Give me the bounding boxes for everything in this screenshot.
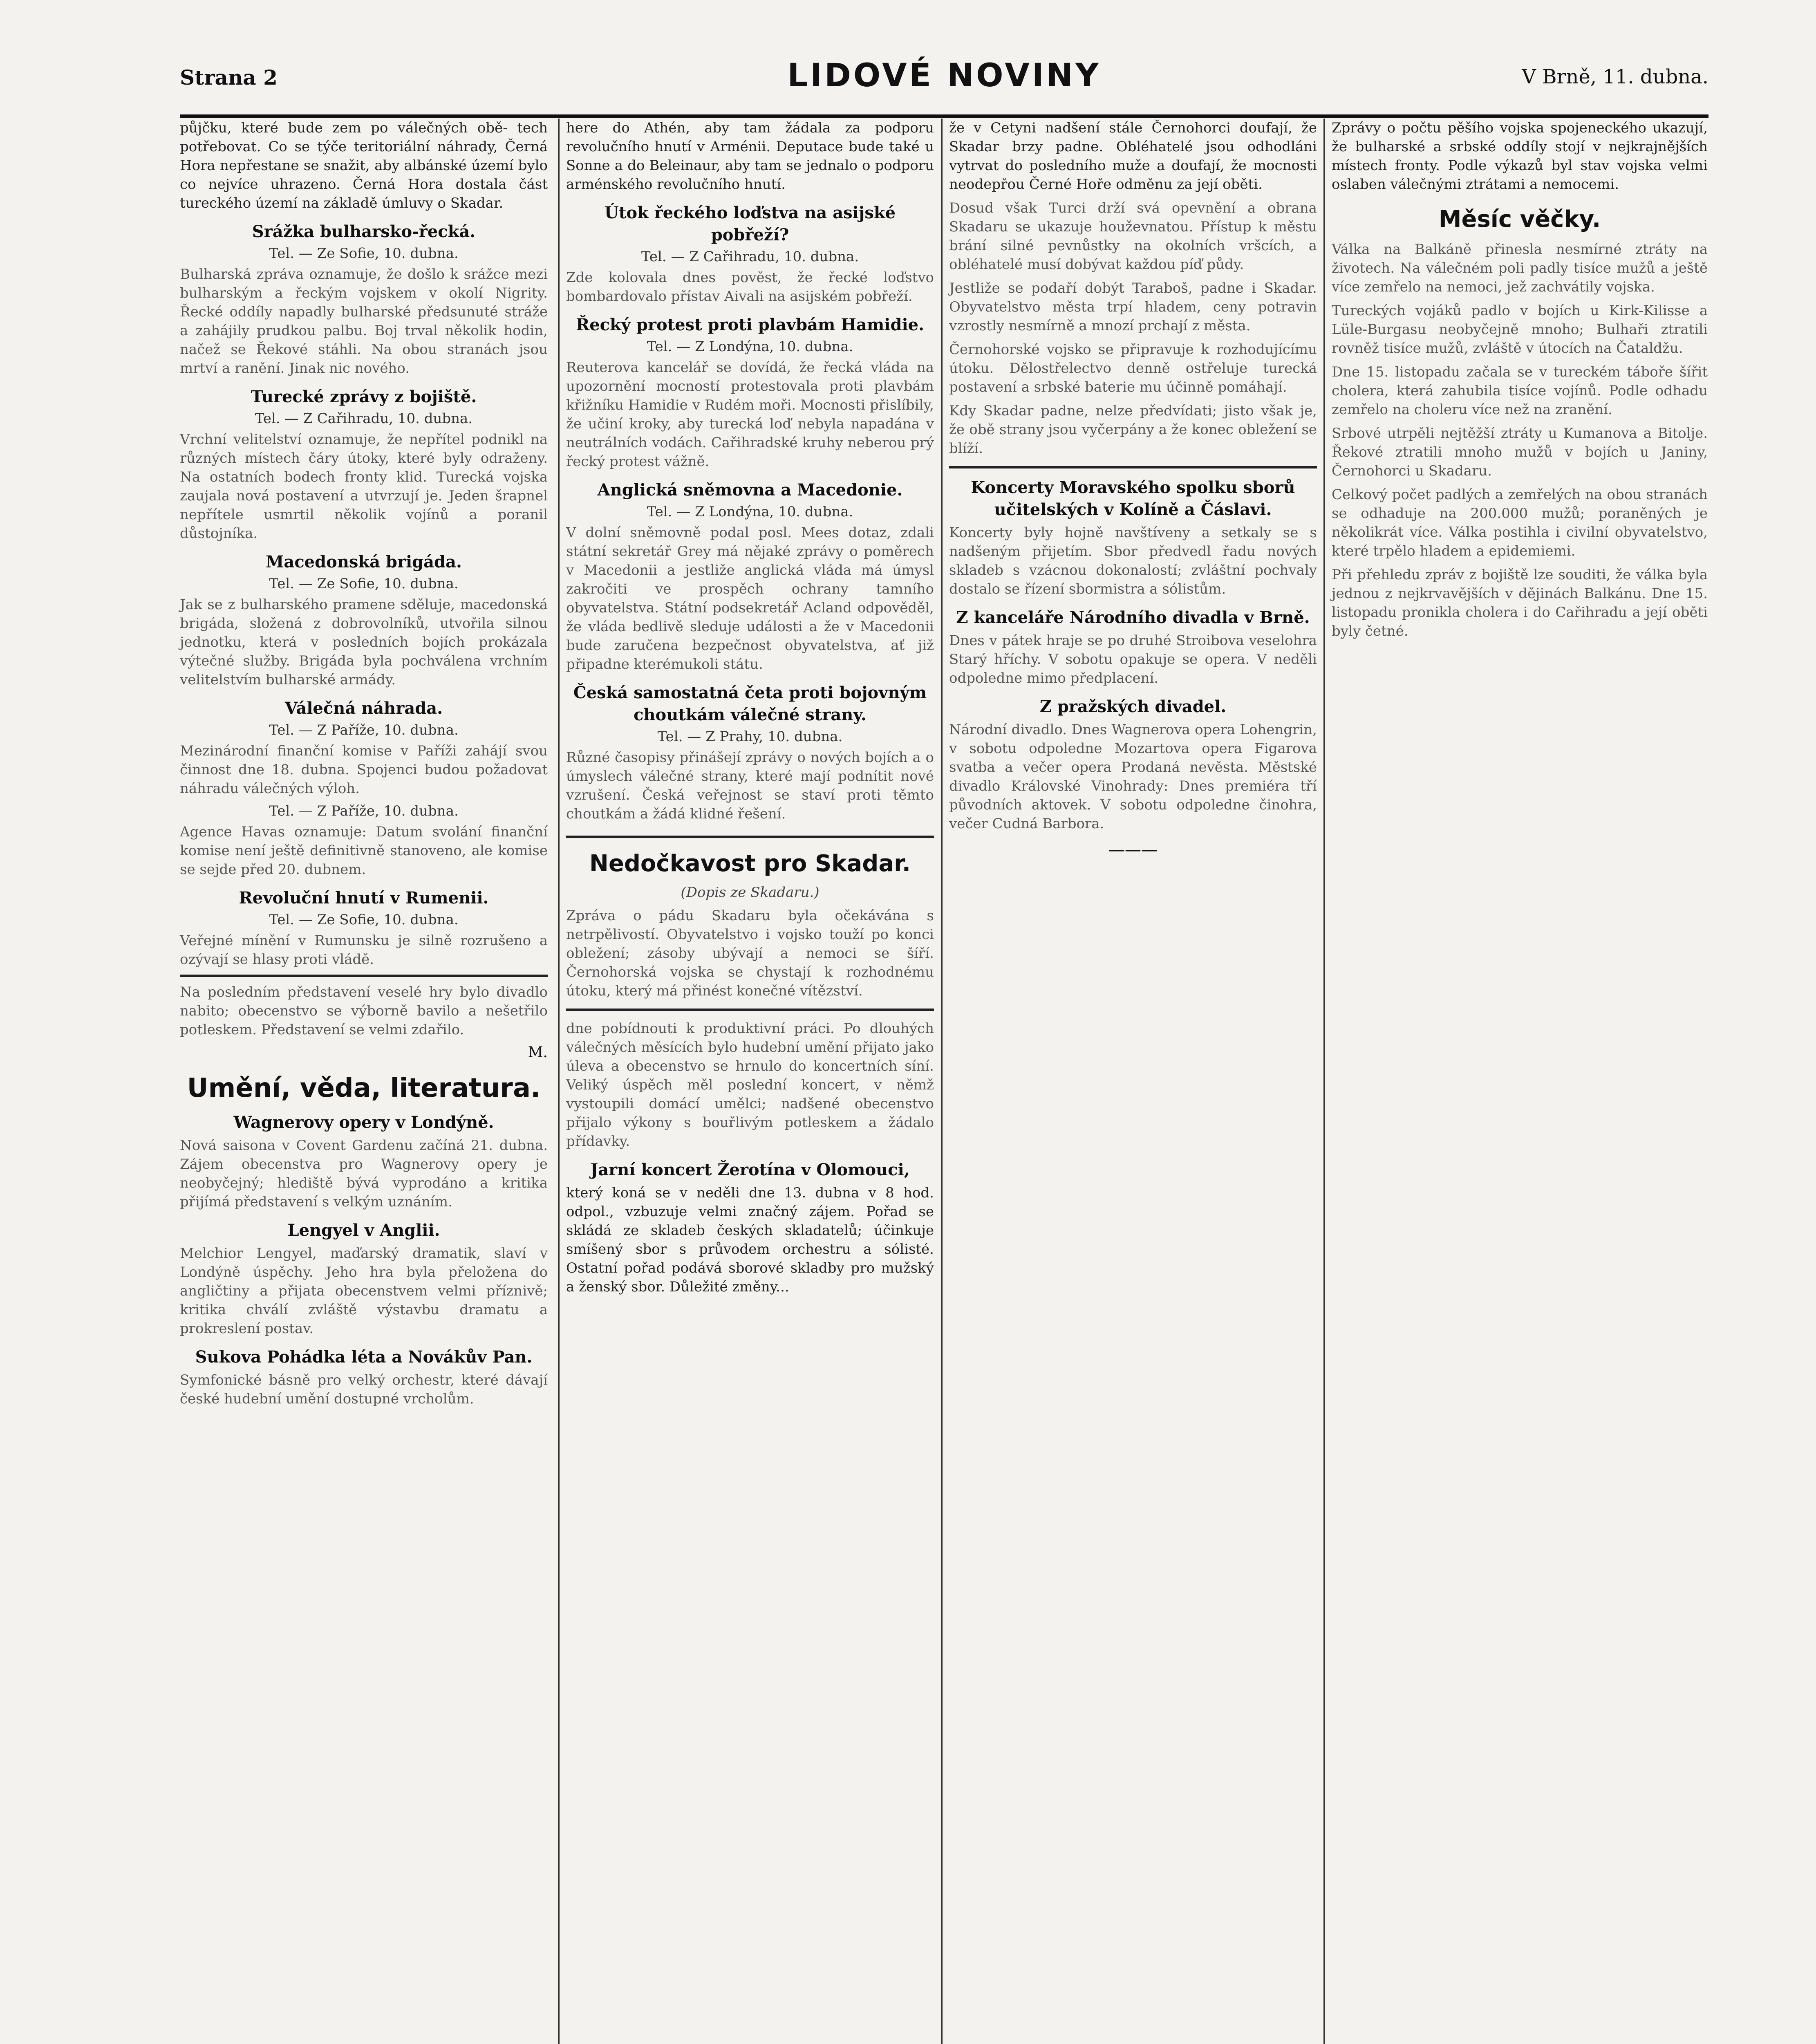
section-body: Různé časopisy přinášejí zprávy o nových bojích a o úmyslech válečné strany, které mají podnítit nové vzrušení. Česká veřejnost se staví proti těmto choutkám a žádá klidné řešení.: [566, 749, 934, 822]
signature: M.: [528, 1044, 548, 1061]
section-rule: [949, 466, 1317, 468]
section-title: Wagnerovy opery v Londýně.: [233, 1113, 494, 1132]
skadar-headline: Nedočkavost pro Skadar.: [589, 850, 911, 877]
section-body: V dolní sněmovně podal posl. Mees dotaz, zdali státní sekretář Grey má nějaké zprávy o poměrech v Macedonii a jestliže anglická vláda má úmysl zakročiti ve prospěch ochrany tamního obyvatelstva. Státní podsekretář Acland odpověděl, že vláda bedlivě sleduje události a že v Macedonii bude zaručena bezpečnost obyvatelstva, ať již připadne kterémukoli státu.: [566, 524, 934, 672]
page-header: [180, 53, 1709, 118]
end-ornament: ———: [1108, 840, 1158, 859]
article-continuation: že v Cetyni nadšení stále Černohorci doufají, že Skadar brzy padne. Obléhatelé jsou odhodláni vytrvat do posledního muže a doufají, že mocnosti neodepřou Černé Hoře odměnu za její oběti.: [949, 120, 1317, 193]
section-title: Sukova Pohádka léta a Novákův Pan.: [195, 1347, 533, 1367]
paragraph: Jestliže se podaří dobýt Taraboš, padne i Skadar. Obyvatelstvo města trpí hladem, ceny potravin vzrostly nesmírně a mnozí prchají z města.: [949, 280, 1317, 334]
dateline: Tel. — Z Cařihradu, 10. dubna.: [255, 410, 473, 427]
paragraph: Černohorské vojsko se připravuje k rozhodujícímu útoku. Dělostřelectvo denně ostřeluje turecká postavení a srbské baterie mu účinně pomáhají.: [949, 341, 1317, 395]
dateline: Tel. — Z Londýna, 10. dubna.: [647, 504, 853, 520]
section-body: Nová saisona v Covent Gardenu začíná 21. dubna. Zájem obecenstva pro Wagnerovy opery je neobyčejný; hlediště bývá vyprodáno a kritika přijímá představení s velkým uznáním.: [180, 1137, 548, 1210]
section-body: Veřejné mínění v Rumunsku je silně rozrušeno a ozývají se hlasy proti vládě.: [180, 932, 548, 968]
section-body: Dnes v pátek hraje se po druhé Stroibova veselohra Starý hříchy. V sobotu opakuje se opera. V neděli odpoledne mimo předplacení.: [949, 632, 1317, 686]
section-title: Anglická sněmovna a Macedonie.: [597, 480, 903, 500]
dateline: Tel. — Z Cařihradu, 10. dubna.: [641, 249, 859, 265]
dateline: Tel. — Z Paříže, 10. dubna.: [269, 803, 459, 819]
column-4: [1332, 119, 1708, 645]
section-title: Srážka bulharsko-řecká.: [252, 222, 476, 241]
section-body: Melchior Lengyel, maďarský dramatik, slaví v Londýně úspěchy. Jeho hra byla přeložena do angličtiny a přijata obecenstvem velmi příznivě; kritika chválí zvláště výstavbu dramatu a prokreslení postav.: [180, 1245, 548, 1337]
paragraph: Dosud však Turci drží svá opevnění a obrana Skadaru se ukazuje houževnatou. Přístup k městu brání silné pevnůstky na okolních vršcích, a obléhatelé musí dobývat každou píď půdy.: [949, 200, 1317, 273]
section-title: Jarní koncert Žerotína v Olomouci,: [590, 1160, 910, 1179]
section-rule: [566, 1009, 934, 1011]
column-divider: [941, 119, 943, 2044]
section-body: Mezinárodní finanční komise v Paříži zahájí svou činnost dne 18. dubna. Spojenci budou požadovat náhradu válečných výloh.: [180, 743, 548, 797]
page-number: Strana 2: [180, 65, 278, 90]
feuilleton-text: Na posledním představení veselé hry bylo divadlo nabito; obecenstvo se výborně bavilo a nešetřilo potleskem. Představení se velmi zdařilo.: [180, 984, 548, 1038]
section-body: Bulharská zpráva oznamuje, že došlo k srážce mezi bulharským a řeckým vojskem v okolí Nigrity. Řecké oddíly napadly bulharské předsunuté stráže a zahájily prudkou palbu. Boj trval několik hodin, načež se Řekové stáhli. Na obou stranách jsou mrtví a ranění. Jinak nic nového.: [180, 266, 548, 377]
article-continuation: Zprávy o počtu pěšího vojska spojeneckého ukazují, že bulharské a srbské oddíly stojí v nejkrajnějších místech fronty. Podle výkazů byl stav vojska velmi oslaben válečnými ztrátami a nemocemi.: [1332, 120, 1708, 193]
paragraph: Tureckých vojáků padlo v bojích u Kirk-Kilisse a Lüle-Burgasu neobyčejně mnoho; Bulhaři ztratili rovněž tisíce mužů, zvláště v útocích na Čataldžu.: [1332, 303, 1708, 356]
dateline: Tel. — Ze Sofie, 10. dubna.: [269, 912, 459, 928]
paragraph: Kdy Skadar padne, nelze předvídati; jisto však je, že obě strany jsou vyčerpány a že konec obležení se blíží.: [949, 403, 1317, 457]
paragraph: Srbové utrpěli nejtěžší ztráty u Kumanova a Bitolje. Řekové ztratili mnoho mužů v bojích u Janiny, Černohorci u Skadaru.: [1332, 425, 1708, 479]
paragraph: Při přehledu zpráv z bojiště lze souditi, že válka byla jednou z nejkrvavějších v dějinách Balkánu. Dne 15. listopadu pronikla cholera i do Cařihradu a její oběti byly četné.: [1332, 567, 1708, 639]
section-body: Symfonické básně pro velký orchestr, které dávají české hudební umění dostupné vrcholům.: [180, 1372, 548, 1407]
section-title: Z kanceláře Národního divadla v Brně.: [956, 608, 1310, 627]
paragraph: Celkový počet padlých a zemřelých na obou stranách se odhaduje na 200.000 mužů; poraněných je několikrát více. Válka postihla i civilní obyvatelstvo, které trpělo hladem a epidemiemi.: [1332, 486, 1708, 559]
dateline: Tel. — Z Londýna, 10. dubna.: [647, 338, 853, 355]
column-3: [949, 119, 1317, 867]
column-divider: [1323, 119, 1325, 2044]
section-rule: [180, 975, 548, 977]
paragraph: Dne 15. listopadu začala se v tureckém táboře šířit cholera, která zahubila tisíce vojínů. Podle odhadu zemřelo na choleru více než na zranění.: [1332, 364, 1708, 418]
section-body: Koncerty byly hojně navštíveny a setkaly se s nadšeným přijetím. Sbor předvedl řadu nových skladeb s vzácnou dokonalostí; zvláštní pochvaly dostalo se řízení sbormistra a sólistům.: [949, 524, 1317, 597]
section-title: Lengyel v Anglii.: [287, 1221, 440, 1240]
culture-heading: Umění, věda, literatura.: [187, 1073, 541, 1103]
feuilleton-text: dne pobídnouti k produktivní práci. Po dlouhých válečných měsících bylo hudební umění přijato jako úleva a obecenstvo se hrnulo do koncertních síní. Veliký úspěch měl poslední koncert, v němž vystoupili domácí umělci; nadšené obecenstvo přijalo výkony s bouřlivým potleskem a žádalo přídavky.: [566, 1020, 934, 1150]
dateline: Tel. — Z Prahy, 10. dubna.: [657, 728, 843, 745]
section-body: Jak se z bulharského pramene sděluje, macedonská brigáda, složená z dobrovolníků, utvořila silnou jednotku, která v posledních bojích prokázala výtečné služby. Brigáda byla pochválena vrchním velitelstvím bulharské armády.: [180, 596, 548, 688]
feature-headline: Měsíc věčky.: [1438, 206, 1601, 233]
column-2: [566, 119, 934, 1301]
newspaper-page: [180, 53, 1709, 2044]
section-title: Turecké zprávy z bojiště.: [251, 387, 477, 406]
section-title: Macedonská brigáda.: [266, 552, 462, 572]
skadar-body: Zpráva o pádu Skadaru byla očekávána s netrpělivostí. Obyvatelstvo i vojsko touží po konci obležení; zásoby ubývají a nemoci se šíří. Černohorská vojska se chystají k rozhodnému útoku, který má přinést konečné vítězství.: [566, 908, 934, 999]
section-body: Reuterova kancelář se dovídá, že řecká vláda na upozornění mocností protestovala proti plavbám křižníku Hamidie v Rudém moři. Mocnosti přislíbily, že učiní kroky, aby turecká loď nebyla napadána v neutrálních vodách. Cařihradské kruhy neberou prý řecký protest vážně.: [566, 359, 934, 470]
section-rule: [566, 836, 934, 838]
article-continuation: here do Athén, aby tam žádala za podporu revolučního hnutí v Arménii. Deputace bude také u Sonne a do Beleinaur, aby tam se jednalo o podporu arménského revolučního hnutí.: [566, 120, 934, 193]
section-title: Válečná náhrada.: [284, 699, 443, 718]
dateline: Tel. — Ze Sofie, 10. dubna.: [269, 245, 459, 262]
section-title: Z pražských divadel.: [1039, 697, 1227, 716]
column-divider: [558, 119, 560, 2044]
section-title: Útok řeckého loďstva na asijské pobřeží?: [604, 203, 896, 244]
section-title: Řecký protest proti plavbám Hamidie.: [575, 315, 925, 334]
dateline: Tel. — Ze Sofie, 10. dubna.: [269, 576, 459, 592]
section-title: Koncerty Moravského spolku sborů učitelských v Kolíně a Čáslavi.: [971, 478, 1295, 519]
section-title: Revoluční hnutí v Rumenii.: [239, 888, 489, 908]
article-continuation: půjčku, které bude zem po válečných obě- tech potřebovat. Co se týče teritoriální náhrady, Černá Hora nepřestane se snažit, aby albánské území bylo co nejvíce uhrazeno. Černá Hora dostala část tureckého území na základě úmluvy o Skadar.: [180, 120, 548, 211]
section-body: Agence Havas oznamuje: Datum svolání finanční komise není ještě definitivně stanoveno, ale komise se sejde před 20. dubnem.: [180, 824, 548, 878]
section-body: Vrchní velitelství oznamuje, že nepřítel podnikl na různých místech čáry útoky, které byly odraženy. Na ostatních bodech fronty klid. Turecká vojska zaujala nová postavení a utvrzují je. Jeden šrapnel nepřítele usmrtil několik vojínů a poranil důstojníka.: [180, 431, 548, 542]
column-1: [180, 119, 548, 1413]
skadar-subtitle: (Dopis ze Skadaru.): [681, 884, 820, 901]
paragraph: Válka na Balkáně přinesla nesmírné ztráty na životech. Na válečném poli padly tisíce mužů a ještě více zemřelo na nemoci, jež zachvátily vojska.: [1332, 241, 1708, 295]
issue-date: V Brně, 11. dubna.: [1522, 65, 1709, 88]
section-body: který koná se v neděli dne 13. dubna v 8 hod. odpol., vzbuzuje velmi značný zájem. Pořad se skládá ze skladeb českých skladatelů; účinkuje smíšený sbor s průvodem orchestru a sólisté. Ostatní pořad podává sborové skladby pro mužský a ženský sbor. Důležité změny...: [566, 1185, 934, 1295]
newspaper-title: LIDOVÉ NOVINY: [787, 57, 1101, 94]
section-title: Česká samostatná četa proti bojovným choutkám válečné strany.: [573, 683, 927, 724]
section-body: Zde kolovala dnes pověst, že řecké loďstvo bombardovalo přístav Aivali na asijském pobřeží.: [566, 269, 934, 305]
section-body: Národní divadlo. Dnes Wagnerova opera Lohengrin, v sobotu odpoledne Mozartova opera Figarova svatba a večer opera Prodaná nevěsta. Městské divadlo Královské Vinohrady: Dnes premiéra tří původních aktovek. V sobotu odpoledne činohra, večer Cudná Barbora.: [949, 722, 1317, 832]
dateline: Tel. — Z Paříže, 10. dubna.: [269, 722, 459, 738]
